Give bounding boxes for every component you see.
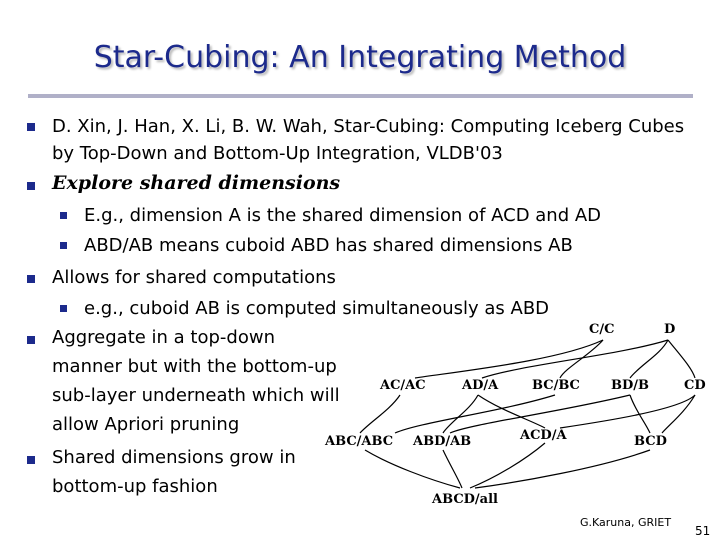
lattice-node: ABCD/all [432,492,498,507]
lattice-node: BD/B [611,378,649,393]
slide-title: Star-Cubing: An Integrating Method [93,40,627,75]
grow-line-1: Shared dimensions grow in [52,447,296,468]
reference-line-1: D. Xin, J. Han, X. Li, B. W. Wah, Star-Cubing: Computing Iceberg Cubes [52,116,685,137]
aggregate-line-3: sub-layer underneath which will [52,385,340,406]
grow-line-2: bottom-up fashion [52,476,218,497]
sub-bullet-text: e.g., cuboid AB is computed simultaneously as ABD [84,298,550,319]
lattice-node: AC/AC [380,378,426,393]
lattice-node: ABC/ABC [325,434,394,449]
shared-dimensions-heading: Explore shared dimensions [52,172,341,194]
lattice-node: ABD/AB [413,434,472,449]
aggregate-line-1: Aggregate in a top-down [52,327,275,348]
sub-bullet-text: ABD/AB means cuboid ABD has shared dimensions AB [84,235,573,256]
footer-author: G.Karuna, GRIET [580,516,672,529]
sub-bullet-text: E.g., dimension A is the shared dimension of ACD and AD [84,205,602,226]
lattice-node: C/C [589,322,615,337]
page-number: 51 [695,524,711,538]
lattice-node: CD [684,378,706,393]
aggregate-line-2: manner but with the bottom-up [52,356,337,377]
reference-line-2: by Top-Down and Bottom-Up Integration, VLDB'03 [52,143,503,164]
lattice-node: BC/BC [532,378,580,393]
lattice-node: ACD/A [520,428,567,443]
lattice-node: D [664,322,676,337]
aggregate-line-4: allow Apriori pruning [52,414,240,435]
lattice-node: BCD [634,434,667,449]
lattice-node: AD/A [462,378,499,393]
shared-computations-text: Allows for shared computations [52,267,336,288]
